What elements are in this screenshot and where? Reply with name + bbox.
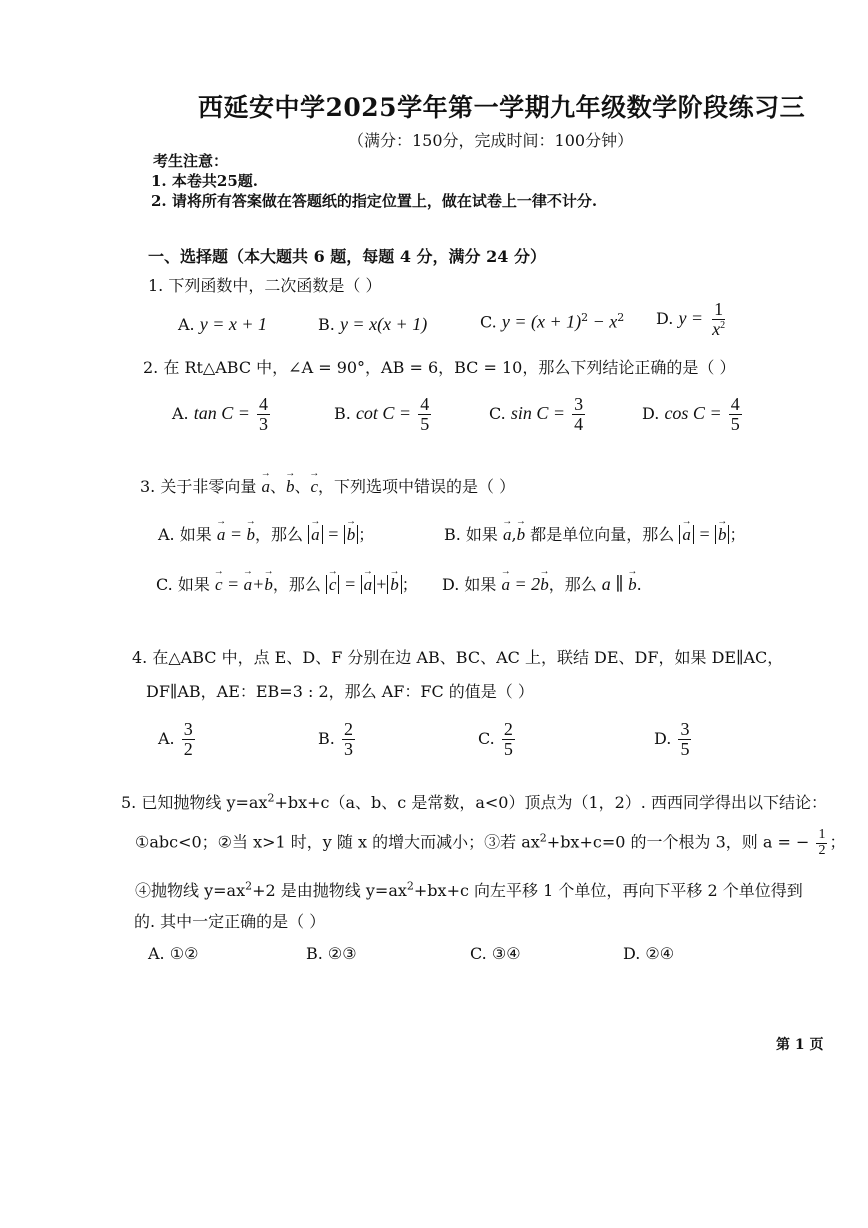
vector-b: → b <box>517 525 526 545</box>
option-text: B. 如果 <box>444 525 498 544</box>
exponent: 2 <box>720 319 726 331</box>
numerator: 2 <box>503 719 513 739</box>
q3-option-c: C. 如果 → c = → a+→ b，那么 → c = → a +→ b ； <box>156 572 418 595</box>
q1-option-c <box>480 311 624 332</box>
option-expr: − x <box>588 311 618 332</box>
numerator: 4 <box>420 394 430 414</box>
option-label: C. <box>480 312 497 332</box>
numerator: 4 <box>258 394 268 414</box>
denominator: 5 <box>680 738 690 759</box>
option-label: D. <box>642 403 660 423</box>
option-label: C. <box>489 403 506 423</box>
question-2-stem: 2. 在 Rt△ABC 中，∠A = 90°，AB = 6，BC = 10，那么下列结论正确的是（ ） <box>143 358 736 377</box>
denominator: 3 <box>343 738 353 759</box>
vector-b: → b <box>390 575 399 595</box>
vector-a: → a <box>244 575 253 595</box>
stem-text: +bx+c=0 的一个根为 3，则 a = − <box>546 832 810 852</box>
option-text: C. 如果 <box>156 575 210 594</box>
question-3-stem <box>140 474 515 497</box>
q3-option-a: A. 如果 → a = → b，那么 → a = → b ； <box>158 522 374 545</box>
vector-a: → a <box>364 575 373 595</box>
option-text: ； <box>729 525 746 544</box>
denominator: 2 <box>183 738 193 759</box>
fraction <box>678 720 691 759</box>
stem-text: ①abc<0；②当 x>1 时，y 随 x 的增大而减小；③若 ax <box>135 832 540 852</box>
denominator: 3 <box>258 413 268 434</box>
section-heading: 一、选择题（本大题共 6 题，每题 4 分，满分 24 分） <box>148 247 546 266</box>
option-label: A. <box>172 403 189 423</box>
numerator: 3 <box>574 394 584 414</box>
vector-a: → a <box>261 477 270 497</box>
fraction <box>418 395 431 434</box>
option-text: ； <box>401 575 418 594</box>
question-5-line-1 <box>121 790 827 813</box>
option-text: 都是单位向量，那么 <box>530 525 675 544</box>
option-expr: sin C = <box>510 402 566 423</box>
fraction <box>502 720 515 759</box>
option-label: B. <box>334 403 351 423</box>
vector-a: → a <box>311 525 320 545</box>
vector-a: → a <box>503 525 512 545</box>
option-label: D. <box>654 728 672 748</box>
q4-option-d <box>654 720 693 759</box>
q5-option-d: D. ②④ <box>623 944 675 963</box>
numerator: 3 <box>680 719 690 739</box>
option-expr: tan C = <box>193 402 250 423</box>
vector-b: → b <box>718 525 727 545</box>
fraction <box>816 828 827 858</box>
vector-b: → b <box>246 525 255 545</box>
page-number: 第 1 页 <box>776 1037 824 1053</box>
option-text: ； <box>358 525 375 544</box>
stem-text: +bx+c 向左平移 1 个单位，再向下平移 2 个单位得到 <box>413 881 803 900</box>
stem-text: ，下列选项中错误的是（ ） <box>318 477 516 496</box>
q2-option-a <box>172 395 272 434</box>
q1-option-d <box>656 300 729 339</box>
question-5-line-4: 的. 其中一定正确的是（ ） <box>134 912 326 931</box>
option-expr: y = x(x + 1) <box>339 314 428 334</box>
fraction <box>342 720 355 759</box>
question-5-line-2 <box>135 828 845 858</box>
option-expr: y = <box>678 307 704 328</box>
numerator: 4 <box>730 394 740 414</box>
option-text: D. 如果 <box>442 575 497 594</box>
denominator: 2 <box>818 842 826 858</box>
question-4-line-2: DF∥AB，AE：EB=3 : 2，那么 AF：FC 的值是（ ） <box>146 682 534 701</box>
vector-a: → a <box>682 525 691 545</box>
exponent: 2 <box>617 311 625 324</box>
notice-item-2: 2. 请将所有答案做在答题纸的指定位置上，做在试卷上一律不计分. <box>151 192 598 210</box>
q1-option-b <box>318 314 427 335</box>
option-text: ，那么 <box>254 525 303 544</box>
question-5-line-3 <box>135 878 803 901</box>
numerator: 1 <box>714 299 724 319</box>
numerator: 2 <box>343 719 353 739</box>
option-label: B. <box>318 728 335 748</box>
q5-option-b: B. ②③ <box>306 944 357 963</box>
exponent: 2 <box>539 831 547 845</box>
q4-option-c <box>478 720 517 759</box>
fraction <box>729 395 742 434</box>
q3-option-d: D. 如果 → a = 2→ b，那么 a ∥ → b. <box>442 572 642 595</box>
stem-text: 5. 已知抛物线 y=ax <box>121 793 268 812</box>
vector-c: → c <box>329 575 337 595</box>
vector-b: → b <box>286 477 295 497</box>
vector-a: → a <box>502 575 511 595</box>
exponent: 2 <box>406 879 414 893</box>
q2-option-b <box>334 395 433 434</box>
option-text: ，那么 <box>548 575 597 594</box>
option-label: A. <box>178 315 195 334</box>
option-expr: cos C = <box>664 402 722 423</box>
vector-b: → b <box>264 575 273 595</box>
fraction <box>572 395 585 434</box>
q5-option-a: A. ①② <box>148 944 199 963</box>
option-text: ，那么 <box>272 575 321 594</box>
notice-heading: 考生注意： <box>153 152 229 170</box>
denominator: 5 <box>730 413 740 434</box>
stem-text: +2 是由抛物线 y=ax <box>252 881 407 900</box>
fraction <box>182 720 195 759</box>
fraction <box>257 395 270 434</box>
q3-option-b: B. 如果 → a,→ b 都是单位向量，那么 → a = → b ； <box>444 522 746 545</box>
denominator: 5 <box>420 413 430 434</box>
vector-a: → a <box>217 525 226 545</box>
vector-b: → b <box>347 525 356 545</box>
stem-text: ； <box>829 832 846 852</box>
q4-option-b <box>318 720 357 759</box>
question-4-line-1: 4. 在△ABC 中，点 E、D、F 分别在边 AB、BC、AC 上，联结 DE、DF，如果 DE∥AC， <box>132 648 784 667</box>
option-expr: y = x + 1 <box>199 314 268 334</box>
numerator: 1 <box>818 827 826 842</box>
vector-c: → c <box>215 575 223 595</box>
notice-item-1: 1. 本卷共25题. <box>151 172 258 190</box>
option-label: B. <box>318 315 335 334</box>
fraction <box>710 300 727 339</box>
option-label: C. <box>478 728 495 748</box>
option-text: A. 如果 <box>158 525 212 544</box>
numerator: 3 <box>183 719 193 739</box>
stem-text: +bx+c（a、b、c 是常数，a<0）顶点为（1，2）. 西西同学得出以下结论： <box>274 793 827 812</box>
question-1-stem: 1. 下列函数中，二次函数是（ ） <box>148 276 382 295</box>
separator: 、 <box>269 477 286 496</box>
stem-text: ④抛物线 y=ax <box>135 881 246 900</box>
exponent: 2 <box>267 791 275 805</box>
vector-c: → c <box>310 477 318 497</box>
q2-option-c <box>489 395 587 434</box>
q1-option-a <box>178 314 267 335</box>
q5-option-c: C. ③④ <box>470 944 521 963</box>
stem-text: 3. 关于非零向量 <box>140 477 257 496</box>
option-label: D. <box>656 308 674 328</box>
exponent: 2 <box>581 311 589 324</box>
separator: 、 <box>294 477 311 496</box>
page-subtitle: （满分：150分，完成时间：100分钟） <box>348 131 634 150</box>
option-expr: y = (x + 1) <box>501 311 582 332</box>
option-text: . <box>636 575 642 594</box>
denominator: 5 <box>503 738 513 759</box>
option-label: A. <box>158 728 175 748</box>
vector-b: → b <box>540 575 549 595</box>
exponent: 2 <box>245 879 253 893</box>
denominator: 4 <box>574 413 584 434</box>
denominator: x <box>712 318 721 339</box>
page-title: 西延安中学2025学年第一学期九年级数学阶段练习三 <box>198 93 806 122</box>
vector-b: → b <box>628 575 637 595</box>
q2-option-d <box>642 395 744 434</box>
option-expr: cot C = <box>355 402 412 423</box>
q4-option-a <box>158 720 197 759</box>
